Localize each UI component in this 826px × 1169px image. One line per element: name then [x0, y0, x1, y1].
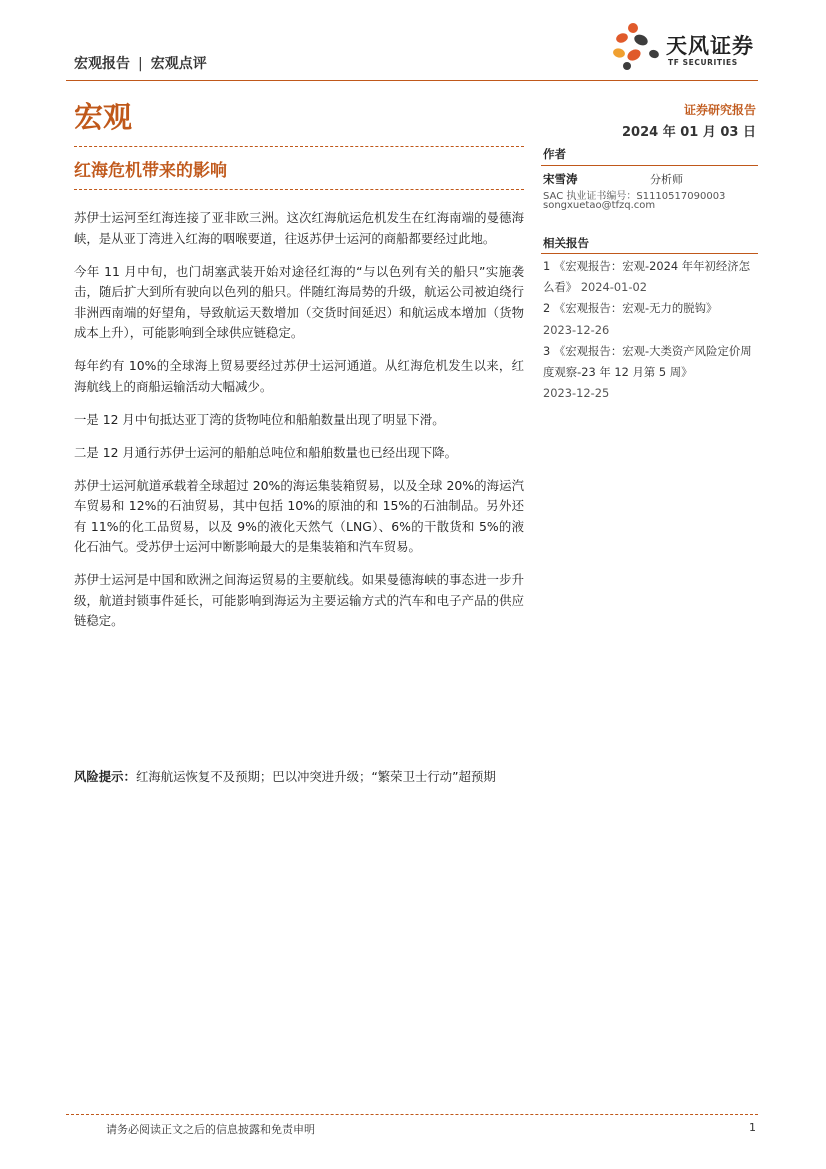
- footer-divider: [66, 1114, 758, 1115]
- report-date: 2024 年 01 月 03 日: [622, 125, 756, 140]
- related-report-date: 2023-12-25: [543, 386, 610, 401]
- report-subcategory: 宏观点评: [150, 56, 207, 72]
- risk-text: 红海航运恢复不及预期；巴以冲突进升级；“繁荣卫士行动”超预期: [135, 769, 496, 784]
- section-title: 宏观: [74, 100, 133, 134]
- body-paragraph: 每年约有 10%的全球海上贸易要经过苏伊士运河通道。从红海危机发生以来，红海航线上的商船运输活动大幅减少。: [74, 358, 524, 394]
- author-role: 分析师: [650, 173, 683, 186]
- report-title: 红海危机带来的影响: [74, 161, 227, 181]
- logo-text-cn: 天风证券: [666, 34, 754, 58]
- author-heading: 作者: [543, 147, 566, 161]
- related-report-date: 2023-12-26: [543, 322, 610, 337]
- related-report-date: 2024-01-02: [580, 280, 648, 295]
- related-report-item[interactable]: [543, 298, 758, 340]
- related-reports-heading: 相关报告: [543, 236, 589, 250]
- title-divider-bottom: [74, 189, 524, 190]
- report-category-header: [74, 53, 207, 73]
- header-separator: |: [138, 56, 143, 72]
- risk-label: 风险提示：: [74, 769, 136, 784]
- logo-text-en: TF SECURITIES: [668, 58, 738, 67]
- body-paragraph: 苏伊士运河至红海连接了亚非欧三洲。这次红海航运危机发生在红海南端的曼德海峡，是从亚丁湾进入红海的咽喉要道，往返苏伊士运河的商船都要经过此地。: [74, 210, 524, 246]
- report-type: 证券研究报告: [683, 103, 756, 117]
- body-paragraph: 苏伊士运河是中国和欧洲之间海运贸易的主要航线。如果曼德海峡的事态进一步升级，航道封锁事件延长，可能影响到海运为主要运输方式的汽车和电子产品的供应链稳定。: [74, 572, 524, 628]
- title-divider-top: [74, 146, 524, 147]
- author-divider: [541, 165, 758, 166]
- author-name: 宋雪涛: [543, 172, 578, 186]
- related-report-title[interactable]: 2 《宏观报告：宏观-无力的脱钩》: [543, 301, 718, 316]
- related-reports-list: [543, 256, 758, 404]
- risk-warning: [74, 767, 524, 788]
- related-report-title[interactable]: 3 《宏观报告：宏观-大类资产风险定价周度观察-23 年 12 月第 5 周》: [543, 343, 752, 380]
- related-report-item[interactable]: [543, 341, 758, 405]
- body-paragraph: 二是 12 月通行苏伊士运河的船舶总吨位和船舶数量也已经出现下降。: [74, 444, 457, 460]
- related-divider: [541, 253, 758, 254]
- header-divider: [66, 80, 758, 81]
- page-number: 1: [749, 1121, 756, 1134]
- author-email[interactable]: songxuetao@tfzq.com: [543, 200, 656, 211]
- author-sac-number: SAC 执业证书编号：S1110517090003: [543, 191, 726, 202]
- body-paragraph: 今年 11 月中旬，也门胡塞武装开始对途径红海的“与以色列有关的船只”实施袭击，随后扩大到所有驶向以色列的船只。伴随红海局势的升级，航运公司被迫绕行非洲西南端的好望角，导致航运天数增加（交货时间延迟）和航运成本增加（货物成本上升），可能影响到全球供应链稳定。: [74, 263, 524, 340]
- related-report-title[interactable]: 1 《宏观报告：宏观-2024 年年初经济怎么看》: [543, 259, 751, 295]
- footer-disclaimer: 请务必阅读正文之后的信息披露和免责申明: [106, 1123, 315, 1136]
- body-paragraph: 一是 12 月中旬抵达亚丁湾的货物吨位和船舶数量出现了明显下滑。: [74, 411, 445, 427]
- main-body: [74, 208, 524, 644]
- report-category: 宏观报告: [74, 56, 130, 72]
- related-report-item[interactable]: [543, 256, 758, 298]
- body-paragraph: 苏伊士运河航道承载着全球超过 20%的海运集装箱贸易，以及全球 20%的海运汽车贸易和 12%的石油贸易，其中包括 10%的原油的和 15%的石油制品。另外还有 11%的化工品贸易，以及 9%的液化天然气（LNG）、6%的干散货和 5%的液化石油气。受苏伊士运河中断影响最大的是集装箱和汽车贸易。: [74, 477, 524, 554]
